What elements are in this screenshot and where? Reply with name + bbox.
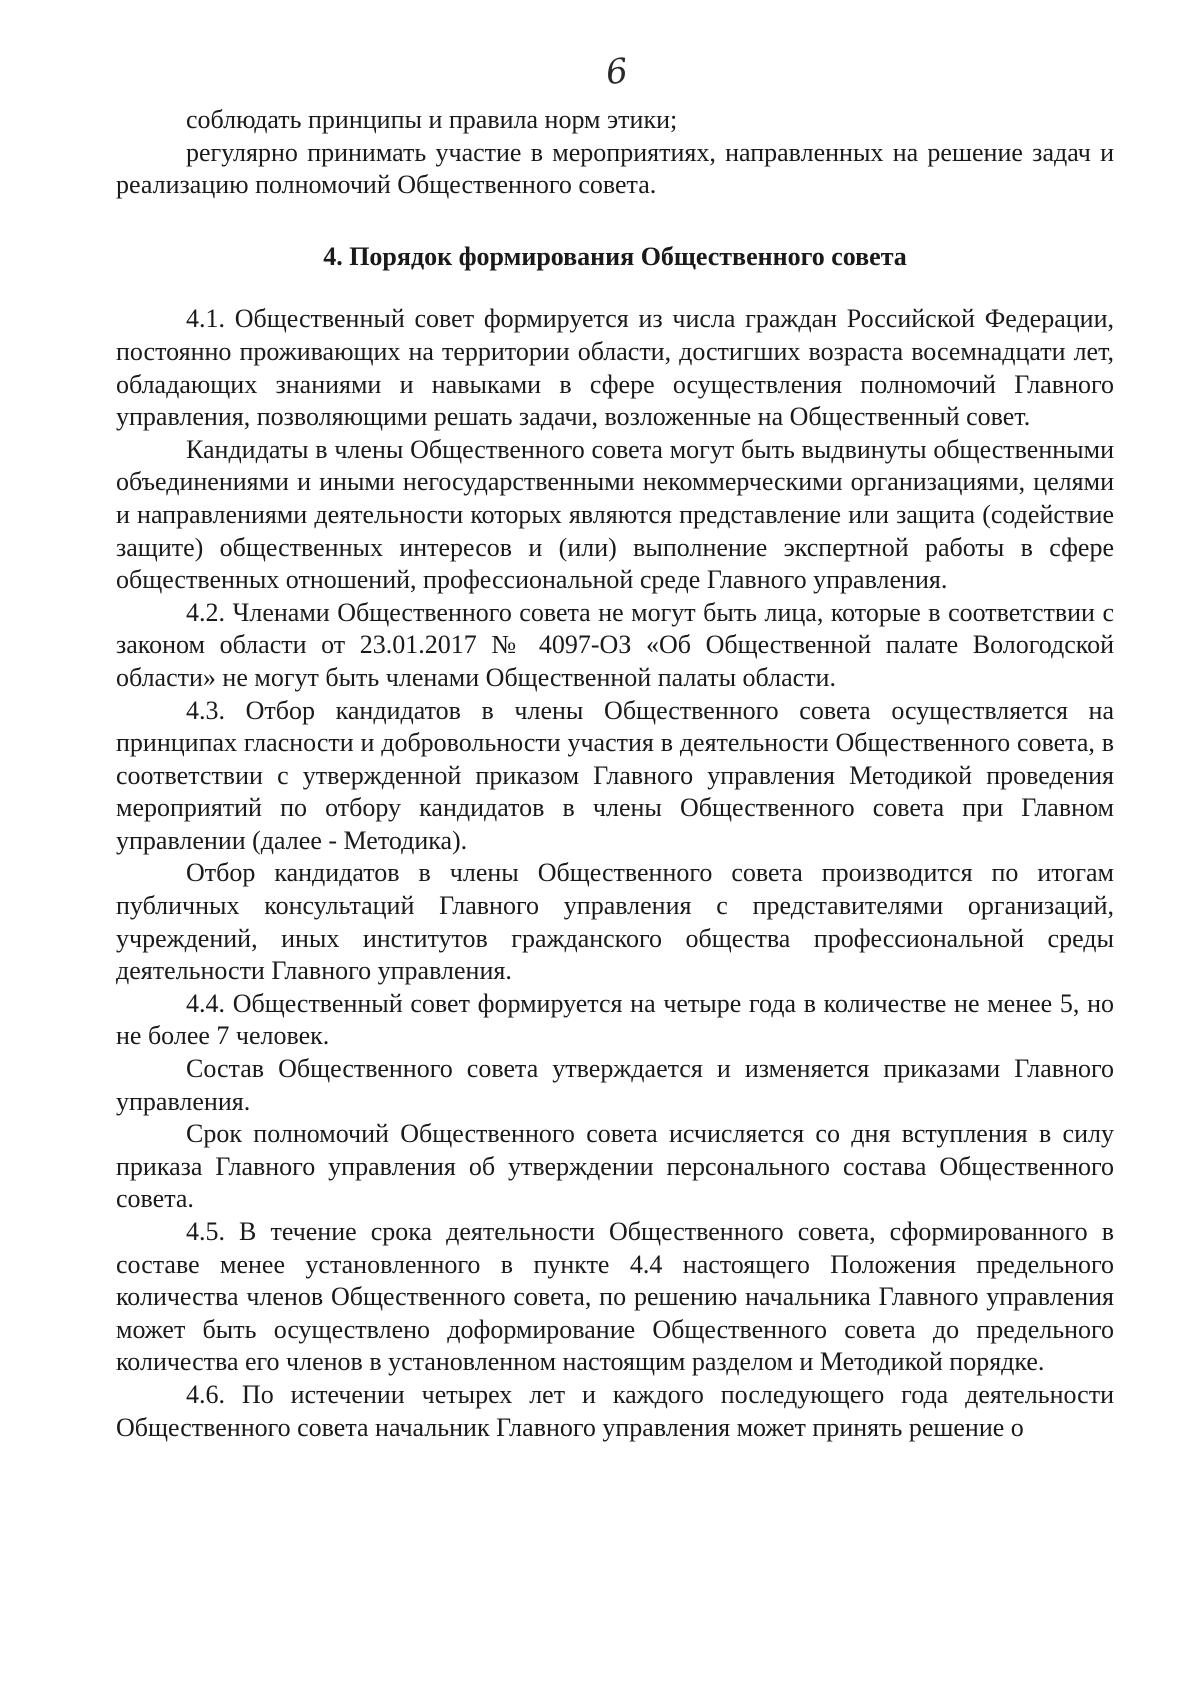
paragraph-4-3: 4.3. Отбор кандидатов в члены Общественного совета осуществляется на принципах гласности и добровольности участия в деятельности Общественного совета, в соответствии с утвержденной приказом Главного управления Методикой проведения мероприятий по отбору кандидатов в члены Общественного совета при Главном управлении (далее - Методика). [116,695,1114,855]
paragraph-4-4-composition: Состав Общественного совета утверждается и изменяется приказами Главного управления. [116,1054,1114,1116]
paragraph-4-1: 4.1. Общественный совет формируется из числа граждан Российской Федерации, постоянно проживающих на территории области, достигших возраста восемнадцати лет, обладающих знаниями и навыками в сфере осуществления полномочий Главного управления, позволяющими решать задачи, возложенные на Общественный совет. [116,304,1114,432]
paragraph-participation: регулярно принимать участие в мероприятиях, направленных на решение задач и реализацию полномочий Общественного совета. [116,137,1114,200]
section-title: 4. Порядок формирования Общественного совета [323,241,907,271]
paragraph-4-2: 4.2. Членами Общественного совета не могут быть лица, которые в соответствии с законом области от 23.01.2017 № 4097-ОЗ «Об Общественной палате Вологодской области» не могут быть членами Общественной палаты области. [116,597,1114,692]
paragraph-4-6: 4.6. По истечении четырех лет и каждого последующего года деятельности Общественного совета начальник Главного управления может принять решение о [116,1379,1114,1442]
paragraph-ethics: соблюдать принципы и правила норм этики; [186,105,678,134]
document-body [116,104,1114,1444]
page-number: 6 [603,50,630,94]
paragraph-4-3-selection: Отбор кандидатов в члены Общественного совета производится по итогам публичных консультаций Главного управления с представителями организаций, учреждений, иных институтов гражданского общества профессиональной среды деятельности Главного управления. [116,858,1114,986]
paragraph-4-4-term: Срок полномочий Общественного совета исчисляется со дня вступления в силу приказа Главного управления об утверждении персонального состава Общественного совета. [116,1119,1114,1214]
paragraph-4-5: 4.5. В течение срока деятельности Общественного совета, сформированного в составе менее установленного в пункте 4.4 настоящего Положения предельного количества членов Общественного совета, по решению начальника Главного управления может быть осуществлено доформирование Общественного совета до предельного количества его членов в установленном настоящим разделом и Методикой порядке. [116,1217,1114,1377]
paragraph-4-4: 4.4. Общественный совет формируется на четыре года в количестве не менее 5, но не более 7 человек. [116,988,1114,1051]
paragraph-4-1-candidates: Кандидаты в члены Общественного совета могут быть выдвинуты общественными объединениями и иными негосударственными некоммерческими организациями, целями и направлениями деятельности которых являются представление или защита (содействие защите) общественных интересов и (или) выполнение экспертной работы в сфере общественных отношений, профессиональной среде Главного управления. [116,434,1114,595]
